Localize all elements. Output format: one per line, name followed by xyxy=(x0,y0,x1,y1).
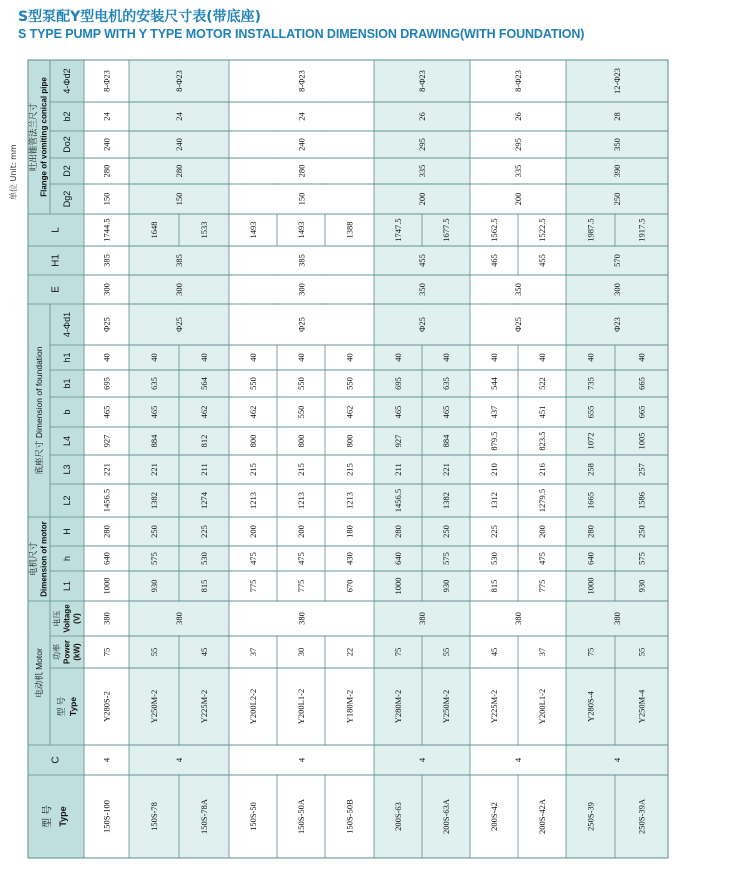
cell-l3: 211 xyxy=(393,463,403,476)
cell-merged-voltage: 380 xyxy=(612,612,622,625)
cell-type: 150S-50B xyxy=(344,799,355,834)
cell-merged-d2: 280 xyxy=(174,164,184,178)
cell-b: 465 xyxy=(441,405,451,419)
cell-merged-d1: Φ25 xyxy=(513,317,523,332)
cell-power: 22 xyxy=(344,647,355,657)
cell-l: 1493 xyxy=(296,221,306,239)
cell-h: 250 xyxy=(636,525,647,538)
cell-motor: Y280S-4 xyxy=(585,691,596,722)
cell-merged-c: 4 xyxy=(417,757,427,763)
group-motor-dim-cn: 电机尺寸 xyxy=(28,541,38,577)
group-motor-dim-en: Dimension of motor xyxy=(39,521,49,597)
cell-l4: 879.5 xyxy=(489,431,499,451)
cell-l3: 210 xyxy=(489,463,499,476)
header-type-en: Type xyxy=(58,806,68,827)
header-d2-dia: D2 xyxy=(62,165,72,177)
cell-b: 451 xyxy=(537,405,547,419)
cell-merged-d1: Φ25 xyxy=(174,317,184,332)
cell-merged-d1: Φ23 xyxy=(612,317,622,332)
cell-merged-d2: 12-Φ23 xyxy=(612,67,622,95)
cell-merged-d2: 8-Φ23 xyxy=(417,70,427,92)
cell-merged-dg2: 150 xyxy=(174,192,184,206)
cell-h1-upper: 455 xyxy=(537,254,547,267)
cell-merged-c: 4 xyxy=(101,757,112,763)
cell-h: 475 xyxy=(537,552,547,565)
cell-merged-dg2: 150 xyxy=(296,192,307,206)
cell-l4: 927 xyxy=(393,434,403,448)
cell-l: 1677.5 xyxy=(441,218,451,242)
cell-h1: 40 xyxy=(489,353,499,362)
header-d2: 4-Φd2 xyxy=(62,68,72,94)
cell-h: 575 xyxy=(149,552,159,565)
cell-l4: 884 xyxy=(149,434,159,448)
cell-type: 150S-50 xyxy=(248,802,258,831)
cell-b1: 695 xyxy=(101,377,112,390)
group-foundation: 底座尺寸 Dimension of foundation xyxy=(34,346,44,475)
cell-merged-voltage: 380 xyxy=(417,612,427,625)
cell-type: 200S-42A xyxy=(537,799,547,834)
cell-l1: 1000 xyxy=(393,577,403,595)
cell-l2: 1586 xyxy=(636,492,647,509)
cell-merged-b2: 26 xyxy=(417,112,427,121)
cell-b: 465 xyxy=(393,405,403,419)
page-title-en: S TYPE PUMP WITH Y TYPE MOTOR INSTALLATION DIMENSION DRAWING(WITH FOUNDATION) xyxy=(18,27,585,41)
cell-merged-c: 4 xyxy=(296,757,307,763)
cell-h: 475 xyxy=(296,552,306,565)
cell-l: 1493 xyxy=(248,221,258,239)
header-dg2: Dg2 xyxy=(62,190,72,208)
cell-l: 1744.5 xyxy=(101,218,112,242)
cell-h: 575 xyxy=(441,552,451,565)
header-voltage-cn: 电压 xyxy=(52,610,62,627)
header-b: b xyxy=(62,409,72,415)
header-cell xyxy=(29,776,84,858)
cell-merged-e: 300 xyxy=(101,283,112,296)
cell-h1: 40 xyxy=(149,353,159,362)
cell-b1: 635 xyxy=(149,377,159,390)
cell-merged-do2: 350 xyxy=(612,138,622,151)
header-b2: b2 xyxy=(62,111,72,122)
cell-type: 150S-50A xyxy=(296,799,306,834)
cell-power: 37 xyxy=(248,647,258,657)
unit-label: 单位 Unit: mm xyxy=(9,144,18,200)
cell-h: 280 xyxy=(585,525,596,538)
cell-l4: 823.5 xyxy=(537,431,547,451)
cell-merged-h1: 385 xyxy=(296,254,307,267)
cell-l4: 800 xyxy=(296,434,306,448)
cell-h: 200 xyxy=(537,525,547,538)
cell-merged-b2: 26 xyxy=(513,112,523,121)
cell-merged-b2: 24 xyxy=(174,112,184,121)
cell-merged-h1: 385 xyxy=(101,254,112,267)
header-power-unit: (kW) xyxy=(72,643,82,661)
cell-merged-dg2: 200 xyxy=(513,192,523,206)
cell-type: 150S-100 xyxy=(101,799,112,834)
cell-b: 465 xyxy=(149,405,159,419)
cell-b: 655 xyxy=(585,405,596,419)
cell-l2: 1279.5 xyxy=(537,488,547,513)
cell-h1: 40 xyxy=(585,353,596,362)
cell-l1: 775 xyxy=(537,579,547,593)
cell-merged-voltage: 380 xyxy=(296,612,307,625)
cell-h: 640 xyxy=(393,552,403,565)
cell-l4: 1005 xyxy=(636,432,647,450)
cell-l2: 1213 xyxy=(248,492,258,509)
cell-l4: 1072 xyxy=(585,432,596,450)
cell-merged-d2: 280 xyxy=(296,164,307,178)
cell-motor: Y200L1-2 xyxy=(296,688,306,725)
cell-l3: 257 xyxy=(636,463,647,476)
cell-merged-dg2: 200 xyxy=(417,192,427,206)
cell-h: 575 xyxy=(636,552,647,565)
cell-l: 1917.5 xyxy=(636,218,647,242)
cell-motor: Y225M-2 xyxy=(489,689,499,724)
cell-merged-voltage: 380 xyxy=(513,612,523,625)
cell-l2: 1665 xyxy=(585,492,596,509)
cell-l2: 1213 xyxy=(296,492,306,509)
cell-l2: 1382 xyxy=(441,492,451,509)
header-power-en: Power xyxy=(62,639,72,665)
cell-l1: 815 xyxy=(489,579,499,593)
cell-type: 250S-39A xyxy=(636,799,647,834)
cell-l3: 216 xyxy=(537,463,547,476)
cell-merged-do2: 240 xyxy=(101,138,112,151)
cell-h1: 40 xyxy=(441,353,451,362)
cell-l: 1522.5 xyxy=(537,218,547,242)
cell-h: 180 xyxy=(344,525,355,538)
cell-motor: Y200L2-2 xyxy=(248,688,258,725)
group-motor: 电动机 Motor xyxy=(34,648,44,698)
header-motor-type-cn: 型 号 xyxy=(56,696,66,717)
cell-h: 430 xyxy=(344,552,355,565)
cell-b1: 522 xyxy=(537,377,547,390)
cell-l3: 258 xyxy=(585,463,596,476)
cell-power: 75 xyxy=(101,647,112,657)
header-l3: L3 xyxy=(62,464,72,475)
cell-motor: Y250M-4 xyxy=(636,689,647,724)
cell-merged-do2: 240 xyxy=(296,138,307,151)
cell-b: 462 xyxy=(248,405,258,419)
cell-motor: Y250M-2 xyxy=(149,689,159,724)
cell-b1: 550 xyxy=(296,377,306,390)
cell-merged-dg2: 150 xyxy=(101,192,112,206)
header-power-cn: 功率 xyxy=(52,644,62,660)
cell-h: 475 xyxy=(248,552,258,565)
header-voltage-en: Voltage xyxy=(62,604,72,633)
cell-merged-d2: 8-Φ23 xyxy=(174,70,184,92)
header-h-upper: H xyxy=(62,528,72,535)
cell-merged-e: 300 xyxy=(296,283,307,296)
cell-h: 225 xyxy=(489,525,499,538)
cell-merged-d2: 390 xyxy=(612,164,622,178)
cell-l4: 812 xyxy=(199,434,209,448)
cell-merged-h1: 455 xyxy=(417,254,427,267)
cell-motor: Y225M-2 xyxy=(199,689,209,724)
cell-b1: 550 xyxy=(344,377,355,390)
cell-merged-d1: Φ25 xyxy=(296,317,307,332)
cell-l1: 930 xyxy=(149,579,159,593)
cell-power: 45 xyxy=(199,647,209,657)
cell-b: 550 xyxy=(296,405,306,419)
cell-l2: 1213 xyxy=(344,492,355,509)
cell-l: 1648 xyxy=(149,221,159,239)
cell-h1: 40 xyxy=(101,353,112,362)
cell-power: 55 xyxy=(636,647,647,657)
cell-h1-upper: 465 xyxy=(489,254,499,267)
cell-l2: 1274 xyxy=(199,492,209,509)
cell-motor: Y250M-2 xyxy=(441,689,451,724)
cell-l1: 1000 xyxy=(101,577,112,595)
header-b1: b1 xyxy=(62,378,72,389)
cell-l3: 211 xyxy=(199,463,209,476)
cell-merged-d1: Φ25 xyxy=(101,317,112,332)
cell-b1: 544 xyxy=(489,377,499,390)
cell-l1: 815 xyxy=(199,579,209,593)
header-c: C xyxy=(50,756,62,764)
cell-type: 200S-42 xyxy=(489,802,499,831)
group-flange-cn: 吐出锥管法兰尺寸 xyxy=(28,102,38,172)
cell-l4: 800 xyxy=(344,434,355,448)
cell-l1: 775 xyxy=(248,579,258,593)
cell-type: 150S-78 xyxy=(149,802,159,831)
cell-b: 465 xyxy=(101,405,112,419)
cell-l2: 1456.5 xyxy=(101,488,112,513)
cell-l2: 1456.5 xyxy=(393,488,403,513)
cell-l3: 215 xyxy=(296,463,306,476)
cell-h1: 40 xyxy=(248,353,258,362)
cell-h: 280 xyxy=(393,525,403,538)
cell-merged-b2: 24 xyxy=(101,112,112,121)
cell-power: 45 xyxy=(489,647,499,657)
cell-merged-h1: 385 xyxy=(174,254,184,267)
cell-h: 640 xyxy=(101,552,112,565)
cell-merged-c: 4 xyxy=(612,757,622,763)
cell-merged-b2: 28 xyxy=(612,112,622,121)
cell-h: 530 xyxy=(489,552,499,565)
cell-power: 75 xyxy=(393,647,403,657)
cell-b1: 550 xyxy=(248,377,258,390)
header-motor-type-en: Type xyxy=(68,696,78,717)
cell-type: 250S-39 xyxy=(585,802,596,831)
cell-merged-h1: 570 xyxy=(612,254,622,267)
cell-b: 665 xyxy=(636,405,647,419)
cell-power: 30 xyxy=(296,647,306,657)
cell-merged-voltage: 380 xyxy=(101,612,112,625)
cell-merged-do2: 295 xyxy=(417,138,427,151)
header-e: E xyxy=(50,286,62,293)
page-title-cn: S型泵配Y型电机的安装尺寸表(带底座) xyxy=(18,9,262,25)
cell-b: 462 xyxy=(344,405,355,419)
cell-merged-d2: 8-Φ23 xyxy=(296,70,307,92)
cell-merged-d2: 335 xyxy=(417,164,427,178)
cell-merged-e: 300 xyxy=(174,283,184,296)
group-flange-en: Flange of vomiting conical pipe xyxy=(39,77,49,197)
cell-l3: 215 xyxy=(344,463,355,476)
cell-h: 225 xyxy=(199,525,209,538)
cell-b1: 735 xyxy=(585,377,596,390)
cell-motor: Y280M-2 xyxy=(393,689,403,724)
cell-merged-d2: 8-Φ23 xyxy=(101,70,112,92)
cell-h: 640 xyxy=(585,552,596,565)
header-l4: L4 xyxy=(62,435,72,447)
cell-h: 250 xyxy=(149,525,159,538)
cell-h: 280 xyxy=(101,525,112,538)
header-l2: L2 xyxy=(62,495,72,506)
cell-l2: 1382 xyxy=(149,492,159,509)
header-h-lower: h xyxy=(62,555,72,562)
cell-merged-e: 300 xyxy=(612,283,622,296)
cell-power: 55 xyxy=(149,647,159,657)
cell-l1: 930 xyxy=(441,579,451,593)
cell-b1: 695 xyxy=(393,377,403,390)
cell-type: 200S-63 xyxy=(393,802,403,831)
cell-b: 437 xyxy=(489,405,499,419)
cell-merged-do2: 240 xyxy=(174,138,184,151)
cell-h1: 40 xyxy=(537,353,547,362)
cell-l1: 1000 xyxy=(585,577,596,595)
cell-merged-d1: Φ25 xyxy=(417,317,427,332)
cell-motor: Y280S-2 xyxy=(101,691,112,722)
cell-merged-e: 350 xyxy=(417,283,427,296)
cell-motor: Y200L1-2 xyxy=(537,688,547,725)
cell-h: 530 xyxy=(199,552,209,565)
cell-power: 55 xyxy=(441,647,451,657)
cell-type: 200S-63A xyxy=(441,799,451,834)
header-d1: 4-Φd1 xyxy=(62,311,72,338)
cell-merged-b2: 24 xyxy=(296,112,307,121)
cell-merged-c: 4 xyxy=(174,757,184,763)
cell-l1: 670 xyxy=(344,579,355,593)
cell-h: 250 xyxy=(441,525,451,538)
cell-l3: 215 xyxy=(248,463,258,476)
cell-h1: 40 xyxy=(344,353,355,362)
header-l1: L1 xyxy=(62,580,72,592)
header-do2: Do2 xyxy=(62,136,72,153)
cell-l1: 775 xyxy=(296,579,306,593)
cell-merged-d2: 335 xyxy=(513,164,523,178)
cell-power: 75 xyxy=(585,647,596,657)
cell-b: 462 xyxy=(199,405,209,419)
cell-power: 37 xyxy=(537,647,547,657)
cell-merged-do2: 295 xyxy=(513,138,523,151)
cell-b1: 665 xyxy=(636,377,647,390)
cell-l: 1987.5 xyxy=(585,218,596,242)
cell-l3: 221 xyxy=(101,463,112,476)
cell-l: 1747.5 xyxy=(393,218,403,242)
cell-type: 150S-78A xyxy=(199,799,209,834)
cell-merged-c: 4 xyxy=(513,757,523,763)
cell-h1: 40 xyxy=(393,353,403,362)
cell-h1: 40 xyxy=(636,353,647,362)
cell-merged-d2: 280 xyxy=(101,164,112,178)
cell-l: 1562.5 xyxy=(489,218,499,242)
header-h1: H1 xyxy=(50,254,62,267)
header-l: L xyxy=(50,227,62,233)
header-h1: h1 xyxy=(62,352,72,363)
cell-h: 200 xyxy=(248,525,258,538)
cell-l1: 930 xyxy=(636,579,647,593)
cell-h1: 40 xyxy=(296,353,306,362)
cell-merged-dg2: 250 xyxy=(612,192,622,206)
header-voltage-unit: (V) xyxy=(72,613,82,624)
cell-l4: 884 xyxy=(441,434,451,448)
cell-b1: 564 xyxy=(199,377,209,390)
cell-l2: 1312 xyxy=(489,492,499,509)
header-type-cn: 型 号 xyxy=(42,805,54,828)
cell-motor: Y180M-2 xyxy=(344,689,355,724)
cell-h: 200 xyxy=(296,525,306,538)
cell-l3: 221 xyxy=(441,463,451,476)
cell-l: 1388 xyxy=(344,221,355,239)
cell-l4: 800 xyxy=(248,434,258,448)
cell-merged-d2: 8-Φ23 xyxy=(513,70,523,92)
cell-h1: 40 xyxy=(199,353,209,362)
cell-l3: 221 xyxy=(149,463,159,476)
cell-merged-e: 350 xyxy=(513,283,523,296)
cell-b1: 635 xyxy=(441,377,451,390)
cell-l4: 927 xyxy=(101,434,112,448)
cell-merged-voltage: 380 xyxy=(174,612,184,625)
cell-l: 1533 xyxy=(199,221,209,239)
